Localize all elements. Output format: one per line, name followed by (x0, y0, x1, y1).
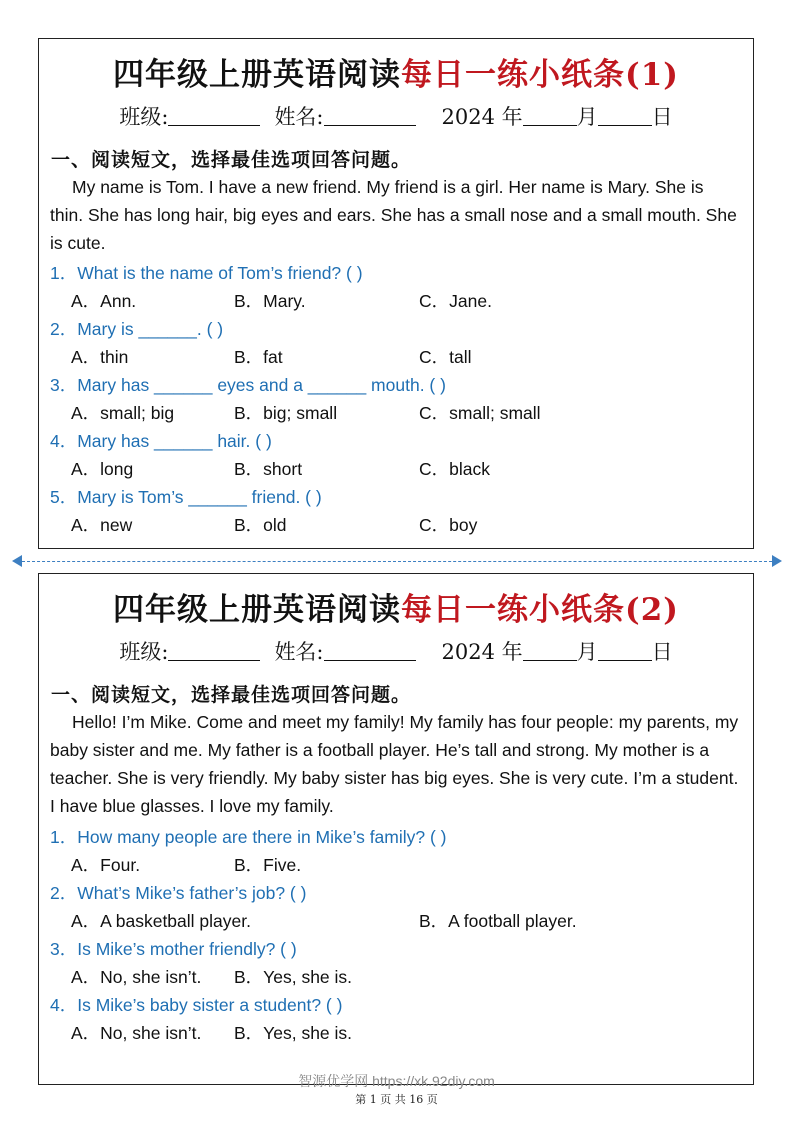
option-b[interactable]: B．A football player. (419, 911, 577, 931)
day-label: 日 (651, 640, 673, 664)
title-main: 四年级上册英语阅读 (113, 592, 402, 628)
question-2: 2．What’s Mike’s father’s job? ( ) (50, 883, 307, 903)
name-blank[interactable] (324, 640, 416, 661)
option-c[interactable]: C．small; small (419, 403, 541, 423)
option-a[interactable]: A．small; big (71, 403, 175, 423)
name-blank[interactable] (324, 105, 416, 126)
worksheet-1-title (39, 49, 753, 94)
question-4: 4．Is Mike’s baby sister a student? ( ) (50, 995, 343, 1015)
option-b[interactable]: B．Yes, she is. (234, 967, 353, 987)
option-a[interactable]: A．long (71, 459, 134, 479)
option-b[interactable]: B．big; small (234, 403, 338, 423)
question-5: 5．Mary is Tom’s ______ friend. ( ) (50, 487, 322, 507)
option-b[interactable]: B．Yes, she is. (234, 1023, 353, 1043)
option-a[interactable]: A．A basketball player. (71, 911, 251, 931)
year-label: 2024 年 (441, 105, 523, 129)
section-heading: 一、阅读短文，选择最佳选项回答问题。 (51, 684, 412, 706)
class-label: 班级: (119, 640, 169, 664)
question-1: 1．What is the name of Tom’s friend? ( ) (50, 263, 363, 283)
cut-line-divider (22, 561, 772, 562)
option-a[interactable]: A．thin (71, 347, 129, 367)
month-label: 月 (576, 105, 598, 129)
title-highlight: 每日一练小纸条(1) (401, 57, 679, 93)
reading-passage (50, 708, 740, 820)
option-c[interactable]: C．boy (419, 515, 478, 535)
year-label: 2024 年 (441, 640, 523, 664)
watermark-text: 智源优学网 https://xk.92diy.com (298, 1073, 495, 1089)
title-main: 四年级上册英语阅读 (113, 57, 402, 93)
passage-text: Hello! I’m Mike. Come and meet my family! My family has four people: my parents, my baby sister and me. My father is a football player. He’s tall and strong. My mother is a teacher. She is very friendly. My baby sister has big eyes. She is very cute. I’m a student. I have blue glasses. I love my family. (50, 712, 739, 816)
name-label: 姓名: (274, 640, 324, 664)
option-b[interactable]: B．fat (234, 347, 283, 367)
passage-text: My name is Tom. I have a new friend. My friend is a girl. Her name is Mary. She is thin. She has long hair, big eyes and ears. She has a small nose and a small mouth. She is cute. (50, 177, 737, 253)
cut-line-right-arrow-icon (772, 555, 782, 567)
question-2: 2．Mary is ______. ( ) (50, 319, 224, 339)
cut-line-left-arrow-icon (12, 555, 22, 567)
option-a[interactable]: A．Four. (71, 855, 141, 875)
worksheet-2-title (39, 584, 753, 629)
section-heading: 一、阅读短文，选择最佳选项回答问题。 (51, 149, 412, 171)
worksheet-2 (38, 573, 754, 1085)
day-label: 日 (651, 105, 673, 129)
option-a[interactable]: A．new (71, 515, 133, 535)
option-c[interactable]: C．black (419, 459, 490, 479)
month-blank[interactable] (523, 105, 577, 126)
title-highlight: 每日一练小纸条(2) (401, 592, 679, 628)
reading-passage (50, 173, 740, 257)
question-3: 3．Mary has ______ eyes and a ______ mouth. ( ) (50, 375, 446, 395)
option-b[interactable]: B．short (234, 459, 303, 479)
name-label: 姓名: (274, 105, 324, 129)
option-b[interactable]: B．old (234, 515, 287, 535)
option-a[interactable]: A．Ann. (71, 291, 137, 311)
option-a[interactable]: A．No, she isn’t. (71, 967, 202, 987)
class-label: 班级: (119, 105, 169, 129)
student-info-line (39, 101, 753, 131)
option-a[interactable]: A．No, she isn’t. (71, 1023, 202, 1043)
question-3: 3．Is Mike’s mother friendly? ( ) (50, 939, 297, 959)
day-blank[interactable] (598, 640, 652, 661)
month-blank[interactable] (523, 640, 577, 661)
question-1: 1．How many people are there in Mike’s family? ( ) (50, 827, 447, 847)
option-b[interactable]: B．Mary. (234, 291, 306, 311)
option-b[interactable]: B．Five. (234, 855, 302, 875)
option-c[interactable]: C．tall (419, 347, 472, 367)
month-label: 月 (576, 640, 598, 664)
worksheet-1 (38, 38, 754, 549)
class-blank[interactable] (168, 640, 260, 661)
question-4: 4．Mary has ______ hair. ( ) (50, 431, 272, 451)
option-c[interactable]: C．Jane. (419, 291, 492, 311)
class-blank[interactable] (168, 105, 260, 126)
page-number: 第 1 页 共 16 页 (355, 1093, 438, 1106)
student-info-line (39, 636, 753, 666)
day-blank[interactable] (598, 105, 652, 126)
